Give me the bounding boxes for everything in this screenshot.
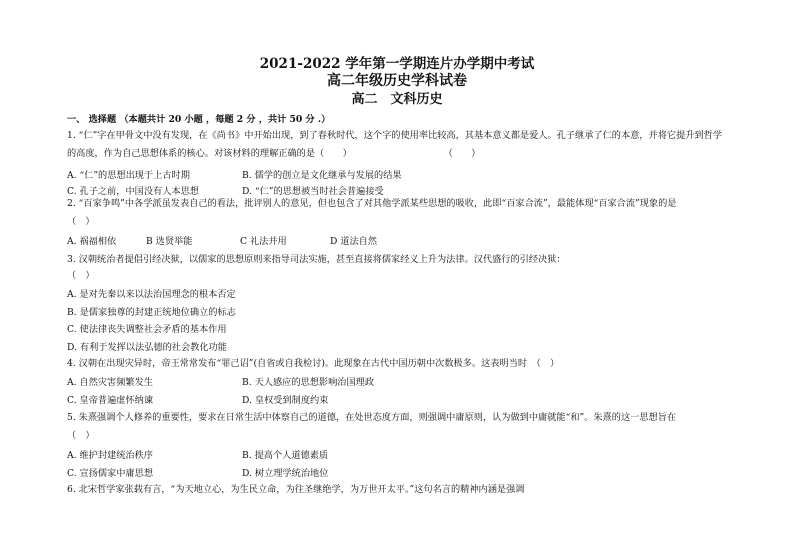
question-1-option-d: D. “仁”的思想被当时社会普遍接受 xyxy=(242,186,384,197)
question-1-stem-line-1: 1. “仁”字在甲骨文中没有发现，在《尚书》中开始出现，到了春秋时代，这个字的使用率比较高，其基本意义都是爱人。孔子继承了仁的本意，并将它提升到哲学 xyxy=(67,130,723,141)
question-4-option-a: A. 自然灾害频繁发生 xyxy=(67,377,153,388)
question-4-option-b: B. 天人感应的思想影响治国理政 xyxy=(242,377,375,388)
question-3-stem-line-1: 3. 汉朝统治者提倡引经决狱，以儒家的思想原则来指导司法实施，甚至直接将儒家经义上升为法律。汉代盛行的引经决狱： xyxy=(67,254,566,265)
question-5-option-d: D. 树立理学统治地位 xyxy=(242,468,329,479)
grade-line: 高二 文科历史 xyxy=(351,92,443,107)
question-1-option-a: A. “仁”的思想出现于上古时期 xyxy=(67,170,190,181)
question-5-option-c: C. 宣扬儒家中庸思想 xyxy=(67,468,154,479)
question-3-option-b: B. 是儒家独尊的封建正统地位确立的标志 xyxy=(67,307,236,318)
question-5-stem-line-2: （ ） xyxy=(67,430,95,441)
question-3-option-a: A. 是对先秦以来以法治国理念的根本否定 xyxy=(67,289,236,300)
question-6-stem-line-1: 6. 北宋哲学家张载有言，“为天地立心，为生民立命，为往圣继绝学，为万世开太平。”这句名言的精神内涵是强调 xyxy=(67,484,525,495)
question-2-option-c: C 礼法并用 xyxy=(240,236,287,247)
question-2-stem-line-1: 2. “百家争鸣”中各学派虽发表自己的看法，批评别人的意见，但也包含了对其他学派某些思想的吸收，此即“百家合流”，最能体现“百家合流”现象的是 xyxy=(67,198,677,209)
question-3-option-c: C. 使法律丧失调整社会矛盾的基本作用 xyxy=(67,324,227,335)
question-3-option-d: D. 有利于发挥以法弘德的社会教化功能 xyxy=(67,342,227,353)
question-1-option-c: C. 孔子之前，中国没有人本思想 xyxy=(67,186,199,197)
question-5-option-a: A. 维护封建统治秩序 xyxy=(67,450,153,461)
question-5-option-b: B. 提高个人道德素质 xyxy=(242,450,329,461)
question-4-option-d: D. 皇权受到制度约束 xyxy=(242,395,329,406)
exam-subtitle: 高二年级历史学科试卷 xyxy=(327,73,467,89)
question-4-stem-line-1: 4. 汉朝在出现灾异时，帝王常常发布“罪己诏”(自省或自我检讨)。此现象在古代中国历朝中次数极多。这表明当时 （ ） xyxy=(67,358,560,369)
question-5-stem-line-1: 5. 朱熹强调个人修养的重要性，要求在日常生活中体察自己的道德，在处世态度方面，则强调中庸原则，认为做到中庸就能“和”。朱熹的这一思想旨在 xyxy=(67,412,677,423)
exam-title: 2021-2022 学年第一学期连片办学期中考试 xyxy=(259,56,535,72)
question-1-option-b: B. 儒学的创立是文化继承与发展的结果 xyxy=(242,170,402,181)
section-heading: 一、 选择题 （本题共计 20 小题 ，每题 2 分 ，共计 50 分 .） xyxy=(67,114,331,125)
question-3-stem-line-2: （ ） xyxy=(67,270,95,281)
question-2-option-b: B 选贤举能 xyxy=(146,236,193,247)
question-4-option-c: C. 皇帝普遍虚怀纳谏 xyxy=(67,395,154,406)
question-2-stem-line-2: （ ） xyxy=(67,216,95,227)
question-2-option-d: D 道法自然 xyxy=(330,236,378,247)
question-1-stem-line-2: 的高度，作为自己思想体系的核心。对该材料的理解正确的是（ ） （ ） xyxy=(67,148,481,159)
question-2-option-a: A. 祸福相依 xyxy=(67,236,117,247)
